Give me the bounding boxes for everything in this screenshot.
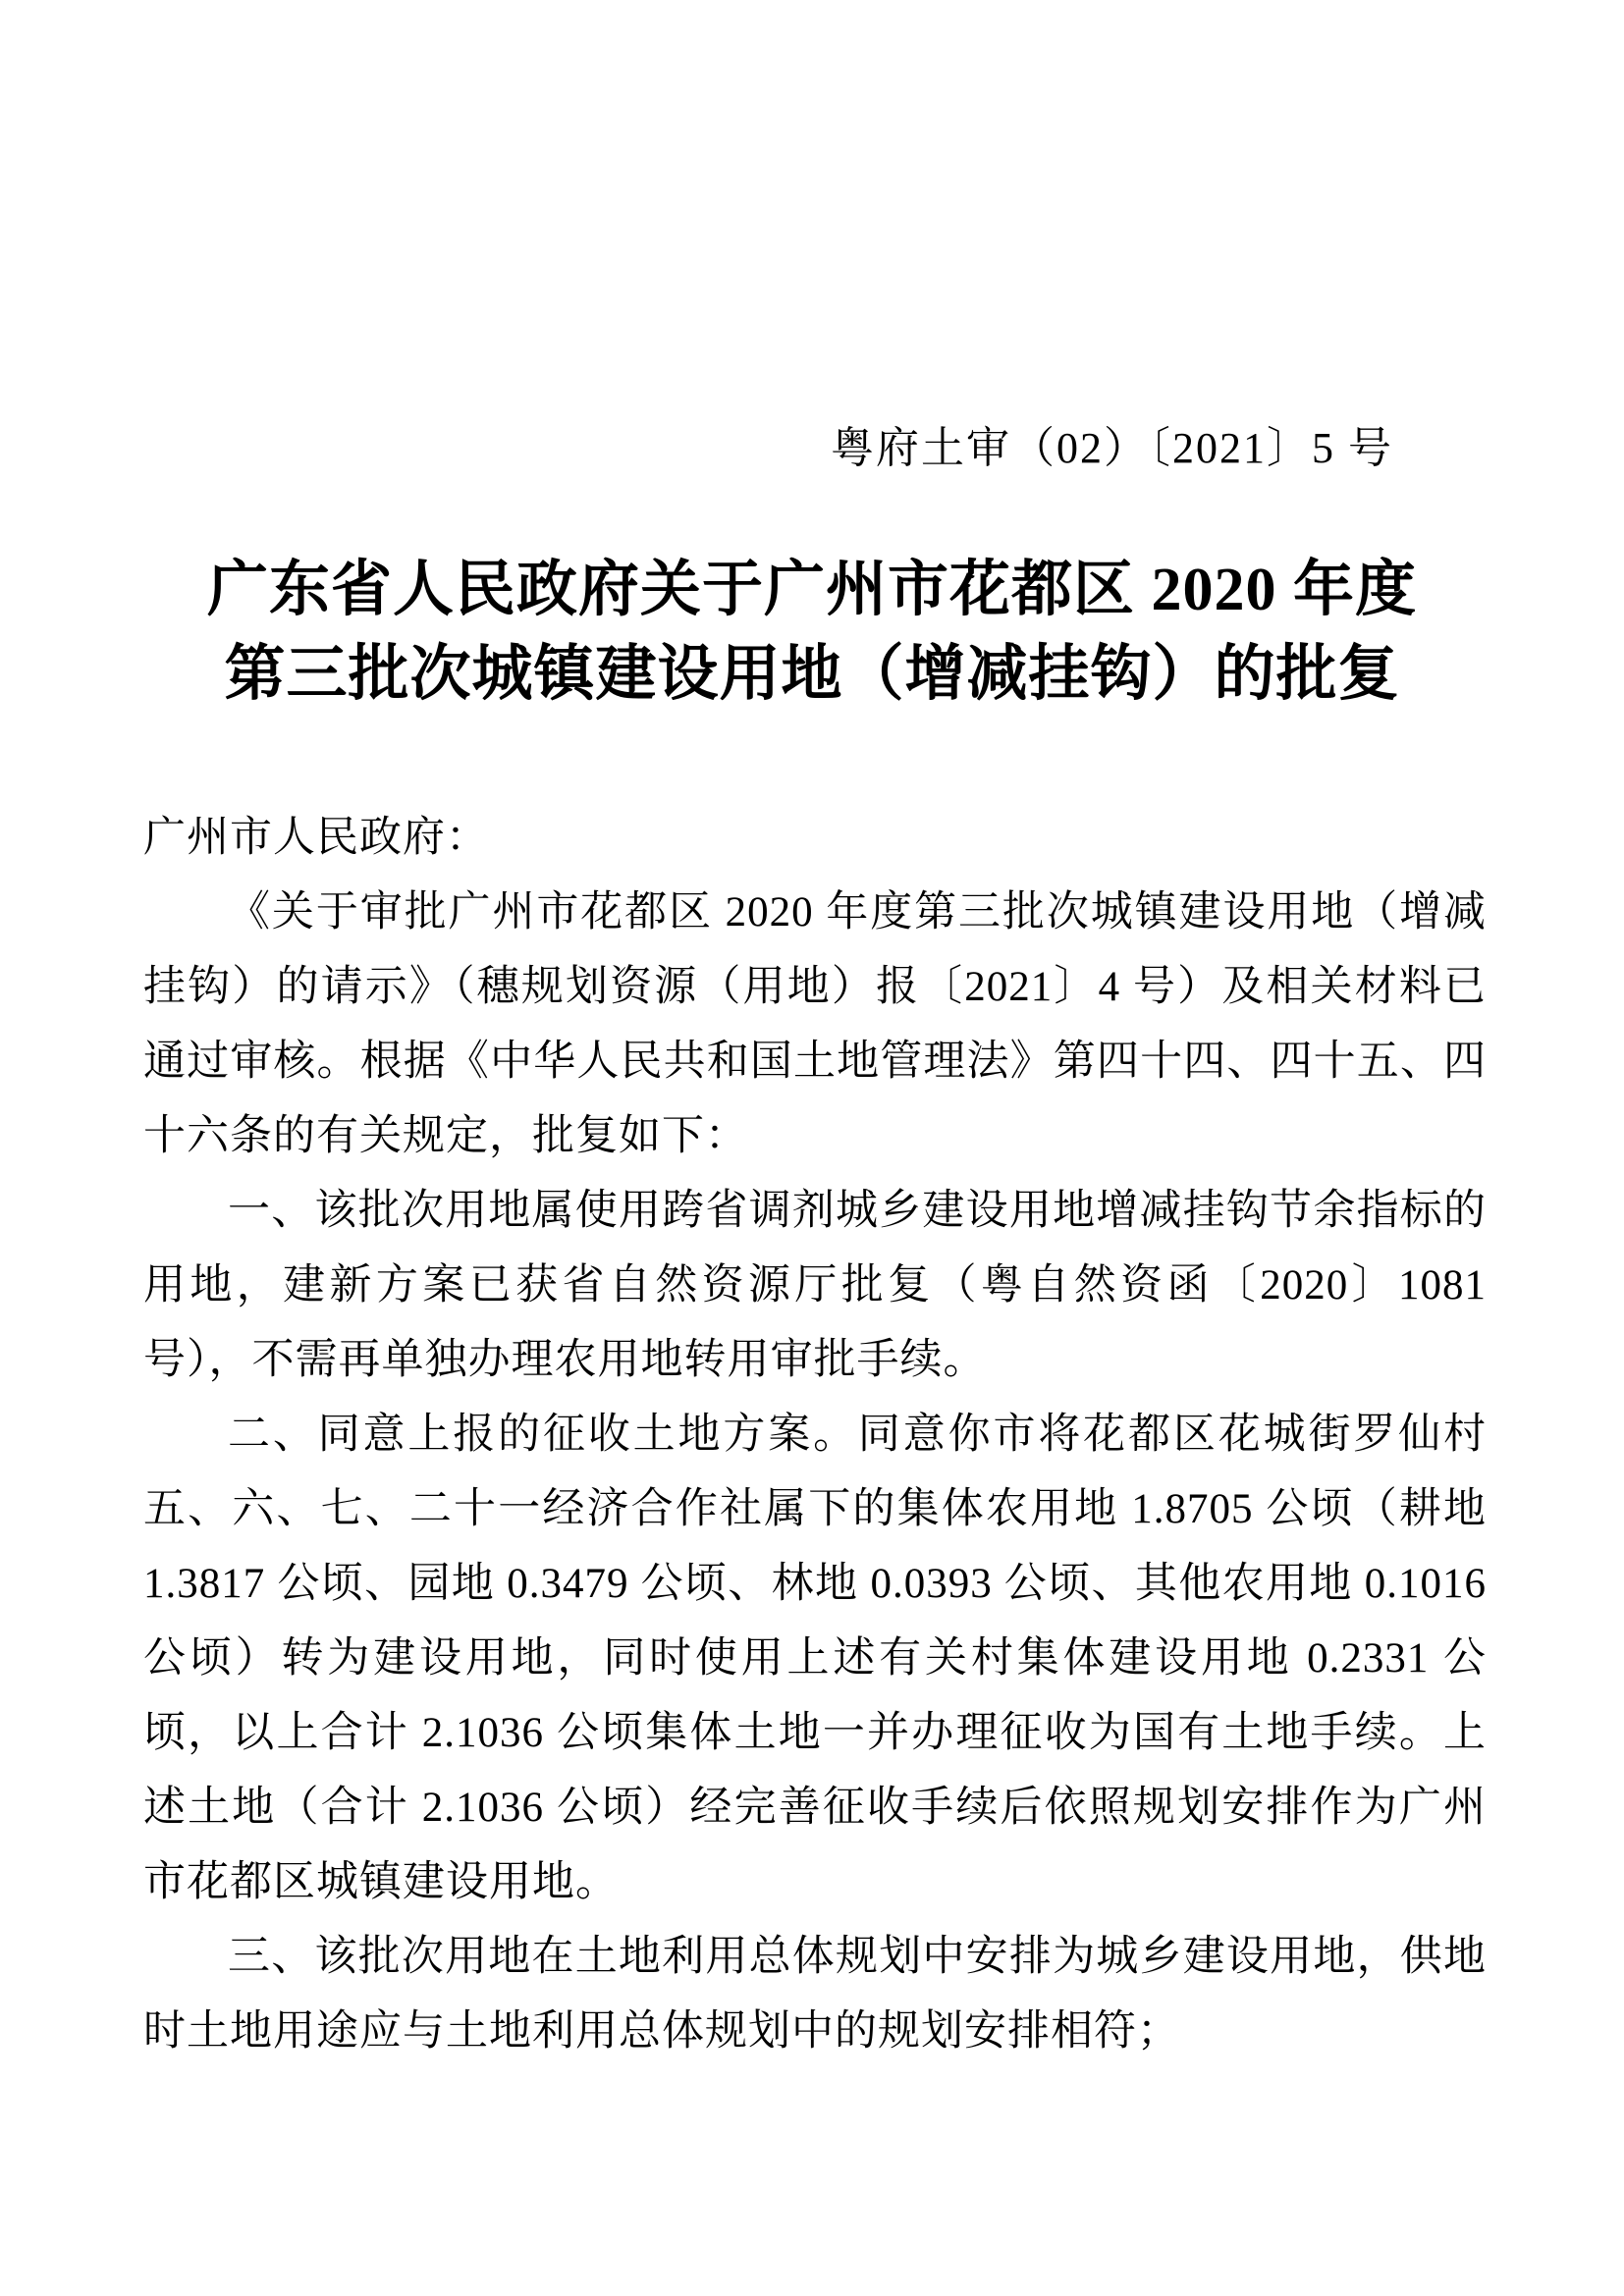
document-title — [0, 548, 1624, 717]
document-body — [0, 801, 1624, 2069]
paragraph-request-review: 《关于审批广州市花都区 2020 年度第三批次城镇建设用地（增减挂钩）的请示》（穗规划资源（用地）报〔2021〕4 号）及相关材料已通过审核。根据《中华人民共和国土地管理法》第四十四、四十五、四十六条的有关规定，批复如下： — [143, 889, 1487, 1159]
paragraph-item-2: 二、同意上报的征收土地方案。同意你市将花都区花城街罗仙村五、六、七、二十一经济合作社属下的集体农用地 1.8705 公顷（耕地 1.3817 公顷、园地 0.3479 公顷、林地 0.0393 公顷、其他农用地 0.1016 公顷）转为建设用地，同时使用上述有关村集体建设用地 0.2331 公顷，以上合计 2.1036 公顷集体土地一并办理征收为国有土地手续。上述土地（合计 2.1036 公顷）经完善征收手续后依照规划安排作为广州市花都区城镇建设用地。 — [143, 1412, 1487, 1905]
paragraph-item-3: 三、该批次用地在土地利用总体规划中安排为城乡建设用地，供地时土地用途应与土地利用总体规划中的规划安排相符； — [143, 1934, 1487, 2055]
salutation: 广州市人民政府： — [143, 815, 489, 861]
paragraph-item-1: 一、该批次用地属使用跨省调剂城乡建设用地增减挂钩节余指标的用地，建新方案已获省自然资源厅批复（粤自然资函〔2020〕1081 号），不需再单独办理农用地转用审批手续。 — [143, 1188, 1487, 1383]
doc-number: 粤府土审（02）〔2021〕5 号 — [831, 424, 1393, 472]
document-title-line-1: 广东省人民政府关于广州市花都区 2020 年度 — [206, 557, 1417, 623]
document-title-line-2: 第三批次城镇建设用地（增减挂钩）的批复 — [224, 641, 1400, 708]
